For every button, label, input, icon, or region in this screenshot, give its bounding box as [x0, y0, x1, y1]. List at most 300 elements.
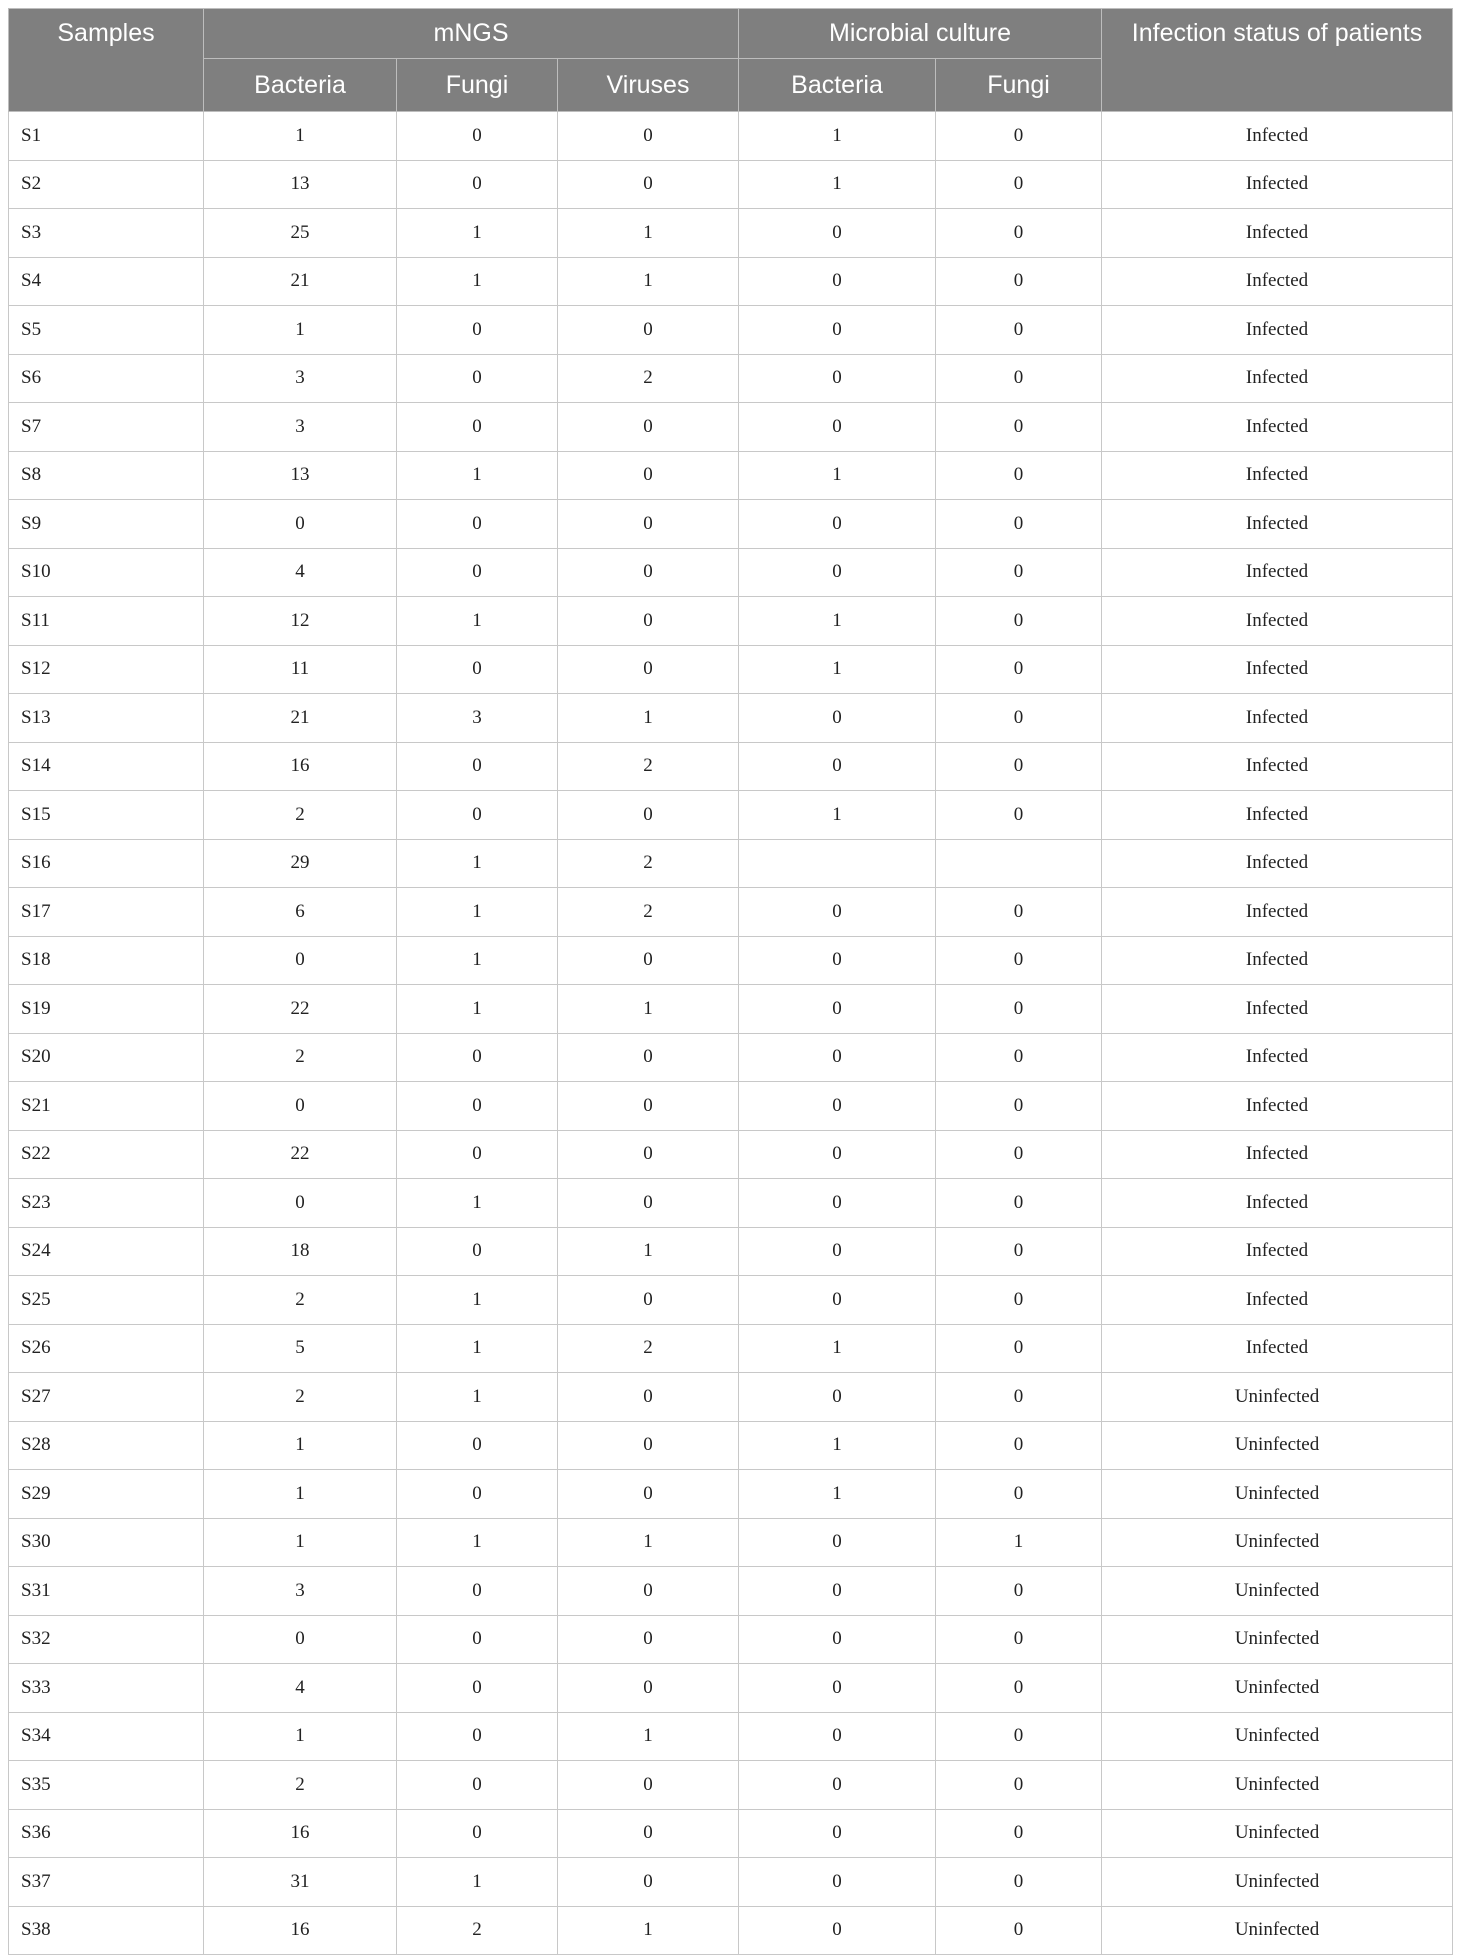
table-row	[9, 257, 1453, 306]
table-row	[9, 209, 1453, 258]
cell-culture-bacteria	[739, 839, 936, 888]
cell-infection-status: Uninfected	[1102, 1470, 1453, 1519]
header-mngs-bacteria: Bacteria	[204, 59, 397, 112]
cell-mngs-bacteria: 1	[204, 1470, 397, 1519]
cell-sample: S16	[9, 839, 204, 888]
table-row	[9, 306, 1453, 355]
cell-sample: S3	[9, 209, 204, 258]
cell-culture-fungi: 0	[936, 742, 1102, 791]
cell-mngs-viruses: 0	[558, 1082, 739, 1131]
cell-culture-fungi: 0	[936, 645, 1102, 694]
table-row	[9, 1082, 1453, 1131]
table-container	[8, 8, 1452, 1955]
cell-culture-fungi: 0	[936, 354, 1102, 403]
table-body	[9, 112, 1453, 1955]
cell-mngs-viruses: 0	[558, 1179, 739, 1228]
cell-mngs-fungi: 0	[397, 1567, 558, 1616]
cell-culture-fungi: 0	[936, 1809, 1102, 1858]
cell-sample: S18	[9, 936, 204, 985]
cell-mngs-fungi: 0	[397, 742, 558, 791]
cell-infection-status: Uninfected	[1102, 1373, 1453, 1422]
cell-mngs-bacteria: 4	[204, 548, 397, 597]
cell-culture-bacteria: 1	[739, 597, 936, 646]
cell-sample: S34	[9, 1712, 204, 1761]
cell-sample: S12	[9, 645, 204, 694]
table-row	[9, 1712, 1453, 1761]
cell-mngs-viruses: 1	[558, 1227, 739, 1276]
cell-mngs-bacteria: 22	[204, 985, 397, 1034]
cell-culture-fungi: 0	[936, 403, 1102, 452]
cell-sample: S37	[9, 1858, 204, 1907]
cell-mngs-bacteria: 3	[204, 403, 397, 452]
cell-infection-status: Infected	[1102, 354, 1453, 403]
cell-mngs-viruses: 2	[558, 1324, 739, 1373]
cell-mngs-bacteria: 13	[204, 160, 397, 209]
table-row	[9, 1615, 1453, 1664]
cell-infection-status: Infected	[1102, 936, 1453, 985]
cell-culture-fungi: 0	[936, 1664, 1102, 1713]
header-mngs-fungi: Fungi	[397, 59, 558, 112]
cell-culture-bacteria: 1	[739, 112, 936, 161]
cell-mngs-bacteria: 21	[204, 257, 397, 306]
cell-mngs-viruses: 0	[558, 500, 739, 549]
cell-culture-fungi: 0	[936, 936, 1102, 985]
cell-culture-bacteria: 1	[739, 645, 936, 694]
cell-mngs-viruses: 0	[558, 936, 739, 985]
cell-infection-status: Infected	[1102, 1033, 1453, 1082]
cell-sample: S19	[9, 985, 204, 1034]
cell-infection-status: Uninfected	[1102, 1906, 1453, 1955]
cell-culture-bacteria: 0	[739, 306, 936, 355]
cell-mngs-fungi: 0	[397, 306, 558, 355]
table-row	[9, 839, 1453, 888]
cell-mngs-viruses: 0	[558, 451, 739, 500]
cell-mngs-fungi: 1	[397, 888, 558, 937]
cell-mngs-viruses: 1	[558, 1712, 739, 1761]
cell-mngs-fungi: 0	[397, 112, 558, 161]
cell-culture-bacteria: 1	[739, 791, 936, 840]
cell-culture-bacteria: 0	[739, 1858, 936, 1907]
cell-culture-fungi: 0	[936, 1033, 1102, 1082]
cell-culture-fungi: 0	[936, 209, 1102, 258]
table-row	[9, 1227, 1453, 1276]
cell-sample: S11	[9, 597, 204, 646]
cell-culture-bacteria: 0	[739, 1615, 936, 1664]
cell-culture-bacteria: 0	[739, 1664, 936, 1713]
cell-mngs-fungi: 0	[397, 1082, 558, 1131]
cell-infection-status: Infected	[1102, 209, 1453, 258]
cell-culture-bacteria: 0	[739, 257, 936, 306]
cell-sample: S33	[9, 1664, 204, 1713]
cell-culture-bacteria: 0	[739, 1567, 936, 1616]
cell-culture-bacteria: 0	[739, 1082, 936, 1131]
table-row	[9, 888, 1453, 937]
cell-culture-bacteria: 0	[739, 1761, 936, 1810]
table-row	[9, 742, 1453, 791]
cell-sample: S31	[9, 1567, 204, 1616]
cell-sample: S29	[9, 1470, 204, 1519]
cell-mngs-bacteria: 16	[204, 1809, 397, 1858]
cell-culture-fungi: 0	[936, 1276, 1102, 1325]
cell-infection-status: Uninfected	[1102, 1518, 1453, 1567]
cell-infection-status: Uninfected	[1102, 1858, 1453, 1907]
table-row	[9, 1324, 1453, 1373]
cell-mngs-fungi: 3	[397, 694, 558, 743]
table-row	[9, 1470, 1453, 1519]
cell-culture-bacteria: 1	[739, 1421, 936, 1470]
cell-infection-status: Infected	[1102, 257, 1453, 306]
cell-culture-bacteria: 0	[739, 403, 936, 452]
cell-mngs-viruses: 0	[558, 1809, 739, 1858]
header-samples: Samples	[9, 9, 204, 112]
cell-culture-fungi: 0	[936, 548, 1102, 597]
cell-culture-fungi: 0	[936, 1227, 1102, 1276]
cell-culture-bacteria: 0	[739, 1712, 936, 1761]
cell-culture-bacteria: 0	[739, 1906, 936, 1955]
cell-mngs-fungi: 1	[397, 1276, 558, 1325]
cell-infection-status: Infected	[1102, 888, 1453, 937]
cell-mngs-bacteria: 2	[204, 1033, 397, 1082]
cell-mngs-viruses: 1	[558, 985, 739, 1034]
cell-infection-status: Infected	[1102, 1227, 1453, 1276]
cell-culture-bacteria: 1	[739, 1324, 936, 1373]
cell-mngs-bacteria: 4	[204, 1664, 397, 1713]
header-infection-status: Infection status of patients	[1102, 9, 1453, 112]
cell-infection-status: Uninfected	[1102, 1567, 1453, 1616]
cell-mngs-bacteria: 29	[204, 839, 397, 888]
table-row	[9, 160, 1453, 209]
cell-mngs-bacteria: 16	[204, 742, 397, 791]
cell-culture-fungi: 0	[936, 791, 1102, 840]
cell-mngs-fungi: 0	[397, 1664, 558, 1713]
table-row	[9, 548, 1453, 597]
cell-culture-fungi: 0	[936, 597, 1102, 646]
cell-mngs-viruses: 1	[558, 694, 739, 743]
table-row	[9, 791, 1453, 840]
cell-mngs-viruses: 1	[558, 1906, 739, 1955]
cell-culture-fungi: 0	[936, 1712, 1102, 1761]
cell-culture-fungi	[936, 839, 1102, 888]
cell-culture-fungi: 1	[936, 1518, 1102, 1567]
cell-mngs-bacteria: 3	[204, 354, 397, 403]
cell-mngs-fungi: 1	[397, 1179, 558, 1228]
cell-sample: S15	[9, 791, 204, 840]
cell-culture-bacteria: 0	[739, 1130, 936, 1179]
cell-mngs-bacteria: 0	[204, 1615, 397, 1664]
cell-mngs-fungi: 1	[397, 1858, 558, 1907]
table-row	[9, 1373, 1453, 1422]
cell-mngs-viruses: 0	[558, 1373, 739, 1422]
cell-culture-bacteria: 0	[739, 888, 936, 937]
cell-mngs-bacteria: 2	[204, 1373, 397, 1422]
table-row	[9, 1421, 1453, 1470]
cell-mngs-fungi: 0	[397, 548, 558, 597]
cell-culture-bacteria: 0	[739, 1809, 936, 1858]
cell-mngs-fungi: 1	[397, 257, 558, 306]
cell-infection-status: Infected	[1102, 160, 1453, 209]
cell-mngs-bacteria: 3	[204, 1567, 397, 1616]
cell-culture-fungi: 0	[936, 694, 1102, 743]
cell-mngs-viruses: 0	[558, 1761, 739, 1810]
cell-mngs-bacteria: 1	[204, 306, 397, 355]
cell-sample: S2	[9, 160, 204, 209]
cell-mngs-bacteria: 1	[204, 112, 397, 161]
cell-sample: S20	[9, 1033, 204, 1082]
cell-mngs-bacteria: 11	[204, 645, 397, 694]
cell-culture-bacteria: 0	[739, 1373, 936, 1422]
header-mngs: mNGS	[204, 9, 739, 59]
cell-culture-fungi: 0	[936, 1130, 1102, 1179]
cell-mngs-viruses: 2	[558, 742, 739, 791]
cell-sample: S27	[9, 1373, 204, 1422]
table-row	[9, 1130, 1453, 1179]
cell-mngs-viruses: 0	[558, 1421, 739, 1470]
cell-culture-bacteria: 0	[739, 1276, 936, 1325]
cell-sample: S7	[9, 403, 204, 452]
cell-mngs-fungi: 0	[397, 1470, 558, 1519]
cell-infection-status: Infected	[1102, 112, 1453, 161]
cell-mngs-fungi: 2	[397, 1906, 558, 1955]
cell-culture-bacteria: 0	[739, 985, 936, 1034]
cell-mngs-fungi: 0	[397, 403, 558, 452]
cell-infection-status: Uninfected	[1102, 1615, 1453, 1664]
table-row	[9, 403, 1453, 452]
table-row	[9, 451, 1453, 500]
cell-culture-fungi: 0	[936, 1373, 1102, 1422]
cell-sample: S14	[9, 742, 204, 791]
cell-sample: S10	[9, 548, 204, 597]
cell-mngs-fungi: 0	[397, 1761, 558, 1810]
cell-mngs-fungi: 1	[397, 597, 558, 646]
cell-mngs-viruses: 0	[558, 112, 739, 161]
cell-mngs-fungi: 0	[397, 1809, 558, 1858]
cell-mngs-viruses: 1	[558, 209, 739, 258]
cell-mngs-bacteria: 2	[204, 791, 397, 840]
cell-mngs-fungi: 0	[397, 1033, 558, 1082]
cell-sample: S21	[9, 1082, 204, 1131]
cell-infection-status: Uninfected	[1102, 1421, 1453, 1470]
cell-infection-status: Infected	[1102, 742, 1453, 791]
cell-infection-status: Uninfected	[1102, 1761, 1453, 1810]
cell-culture-fungi: 0	[936, 1470, 1102, 1519]
cell-sample: S38	[9, 1906, 204, 1955]
cell-culture-bacteria: 0	[739, 209, 936, 258]
cell-mngs-viruses: 0	[558, 1615, 739, 1664]
cell-mngs-viruses: 0	[558, 1664, 739, 1713]
table-row	[9, 1809, 1453, 1858]
cell-sample: S9	[9, 500, 204, 549]
table-row	[9, 1567, 1453, 1616]
cell-infection-status: Infected	[1102, 306, 1453, 355]
cell-mngs-fungi: 1	[397, 209, 558, 258]
cell-infection-status: Infected	[1102, 548, 1453, 597]
cell-culture-bacteria: 1	[739, 1470, 936, 1519]
cell-sample: S24	[9, 1227, 204, 1276]
header-culture-fungi: Fungi	[936, 59, 1102, 112]
table-row	[9, 1906, 1453, 1955]
cell-culture-bacteria: 0	[739, 500, 936, 549]
cell-infection-status: Infected	[1102, 500, 1453, 549]
cell-sample: S4	[9, 257, 204, 306]
table-row	[9, 597, 1453, 646]
cell-mngs-viruses: 2	[558, 839, 739, 888]
cell-mngs-viruses: 0	[558, 1276, 739, 1325]
table-row	[9, 1664, 1453, 1713]
cell-sample: S36	[9, 1809, 204, 1858]
cell-mngs-fungi: 1	[397, 936, 558, 985]
cell-culture-bacteria: 0	[739, 936, 936, 985]
cell-culture-bacteria: 0	[739, 1518, 936, 1567]
table-row	[9, 1858, 1453, 1907]
cell-mngs-fungi: 0	[397, 791, 558, 840]
cell-culture-fungi: 0	[936, 306, 1102, 355]
cell-mngs-fungi: 1	[397, 985, 558, 1034]
cell-mngs-bacteria: 2	[204, 1276, 397, 1325]
cell-mngs-viruses: 0	[558, 597, 739, 646]
table-row	[9, 112, 1453, 161]
header-mngs-viruses: Viruses	[558, 59, 739, 112]
cell-culture-fungi: 0	[936, 1179, 1102, 1228]
cell-infection-status: Infected	[1102, 645, 1453, 694]
cell-mngs-bacteria: 12	[204, 597, 397, 646]
cell-infection-status: Infected	[1102, 597, 1453, 646]
cell-mngs-bacteria: 1	[204, 1712, 397, 1761]
cell-mngs-viruses: 0	[558, 306, 739, 355]
cell-sample: S6	[9, 354, 204, 403]
cell-culture-fungi: 0	[936, 1567, 1102, 1616]
cell-mngs-viruses: 0	[558, 791, 739, 840]
cell-mngs-fungi: 0	[397, 1227, 558, 1276]
cell-mngs-bacteria: 5	[204, 1324, 397, 1373]
cell-mngs-bacteria: 1	[204, 1518, 397, 1567]
cell-mngs-bacteria: 13	[204, 451, 397, 500]
cell-mngs-bacteria: 0	[204, 1082, 397, 1131]
cell-sample: S23	[9, 1179, 204, 1228]
header-microbial-culture: Microbial culture	[739, 9, 1102, 59]
cell-sample: S22	[9, 1130, 204, 1179]
cell-culture-fungi: 0	[936, 500, 1102, 549]
cell-culture-fungi: 0	[936, 1906, 1102, 1955]
table-row	[9, 1033, 1453, 1082]
cell-infection-status: Infected	[1102, 1130, 1453, 1179]
cell-mngs-bacteria: 0	[204, 1179, 397, 1228]
table-row	[9, 1179, 1453, 1228]
cell-culture-fungi: 0	[936, 1324, 1102, 1373]
cell-infection-status: Infected	[1102, 1324, 1453, 1373]
cell-culture-bacteria: 0	[739, 354, 936, 403]
cell-sample: S13	[9, 694, 204, 743]
cell-culture-bacteria: 0	[739, 548, 936, 597]
cell-culture-fungi: 0	[936, 1421, 1102, 1470]
cell-sample: S30	[9, 1518, 204, 1567]
cell-infection-status: Uninfected	[1102, 1809, 1453, 1858]
cell-infection-status: Infected	[1102, 403, 1453, 452]
cell-infection-status: Infected	[1102, 451, 1453, 500]
cell-mngs-viruses: 0	[558, 548, 739, 597]
table-row	[9, 1518, 1453, 1567]
cell-mngs-bacteria: 21	[204, 694, 397, 743]
cell-sample: S32	[9, 1615, 204, 1664]
cell-culture-fungi: 0	[936, 888, 1102, 937]
cell-infection-status: Infected	[1102, 791, 1453, 840]
cell-infection-status: Infected	[1102, 1179, 1453, 1228]
cell-mngs-fungi: 0	[397, 1130, 558, 1179]
cell-sample: S28	[9, 1421, 204, 1470]
cell-infection-status: Uninfected	[1102, 1712, 1453, 1761]
cell-mngs-bacteria: 18	[204, 1227, 397, 1276]
cell-infection-status: Uninfected	[1102, 1664, 1453, 1713]
cell-infection-status: Infected	[1102, 1276, 1453, 1325]
cell-culture-bacteria: 0	[739, 1179, 936, 1228]
cell-culture-fungi: 0	[936, 112, 1102, 161]
cell-mngs-bacteria: 1	[204, 1421, 397, 1470]
cell-mngs-viruses: 2	[558, 354, 739, 403]
cell-infection-status: Infected	[1102, 694, 1453, 743]
cell-mngs-viruses: 0	[558, 1567, 739, 1616]
cell-culture-bacteria: 1	[739, 160, 936, 209]
cell-mngs-bacteria: 0	[204, 500, 397, 549]
cell-mngs-fungi: 1	[397, 1518, 558, 1567]
cell-sample: S8	[9, 451, 204, 500]
table-row	[9, 694, 1453, 743]
cell-mngs-fungi: 0	[397, 645, 558, 694]
cell-mngs-viruses: 0	[558, 1130, 739, 1179]
cell-culture-bacteria: 0	[739, 694, 936, 743]
cell-culture-fungi: 0	[936, 1082, 1102, 1131]
cell-mngs-viruses: 0	[558, 1470, 739, 1519]
cell-infection-status: Infected	[1102, 1082, 1453, 1131]
cell-mngs-bacteria: 22	[204, 1130, 397, 1179]
cell-mngs-bacteria: 0	[204, 936, 397, 985]
table-row	[9, 500, 1453, 549]
cell-culture-fungi: 0	[936, 160, 1102, 209]
cell-culture-bacteria: 0	[739, 1033, 936, 1082]
header-culture-bacteria: Bacteria	[739, 59, 936, 112]
cell-sample: S5	[9, 306, 204, 355]
cell-mngs-fungi: 1	[397, 451, 558, 500]
cell-mngs-viruses: 0	[558, 1033, 739, 1082]
cell-mngs-fungi: 0	[397, 1712, 558, 1761]
cell-sample: S17	[9, 888, 204, 937]
cell-mngs-bacteria: 25	[204, 209, 397, 258]
table-row	[9, 985, 1453, 1034]
cell-mngs-viruses: 0	[558, 645, 739, 694]
cell-mngs-viruses: 0	[558, 403, 739, 452]
table-row	[9, 936, 1453, 985]
cell-culture-fungi: 0	[936, 1858, 1102, 1907]
cell-sample: S25	[9, 1276, 204, 1325]
cell-infection-status: Infected	[1102, 839, 1453, 888]
cell-culture-fungi: 0	[936, 257, 1102, 306]
cell-sample: S1	[9, 112, 204, 161]
table-row	[9, 645, 1453, 694]
cell-mngs-viruses: 2	[558, 888, 739, 937]
cell-mngs-fungi: 0	[397, 1421, 558, 1470]
table-row	[9, 1761, 1453, 1810]
cell-mngs-viruses: 1	[558, 1518, 739, 1567]
cell-culture-fungi: 0	[936, 1761, 1102, 1810]
table-row	[9, 354, 1453, 403]
cell-culture-fungi: 0	[936, 451, 1102, 500]
cell-culture-bacteria: 0	[739, 742, 936, 791]
cell-mngs-bacteria: 31	[204, 1858, 397, 1907]
cell-mngs-fungi: 0	[397, 160, 558, 209]
cell-culture-fungi: 0	[936, 1615, 1102, 1664]
cell-culture-bacteria: 1	[739, 451, 936, 500]
cell-infection-status: Infected	[1102, 985, 1453, 1034]
cell-mngs-fungi: 0	[397, 354, 558, 403]
cell-mngs-bacteria: 6	[204, 888, 397, 937]
